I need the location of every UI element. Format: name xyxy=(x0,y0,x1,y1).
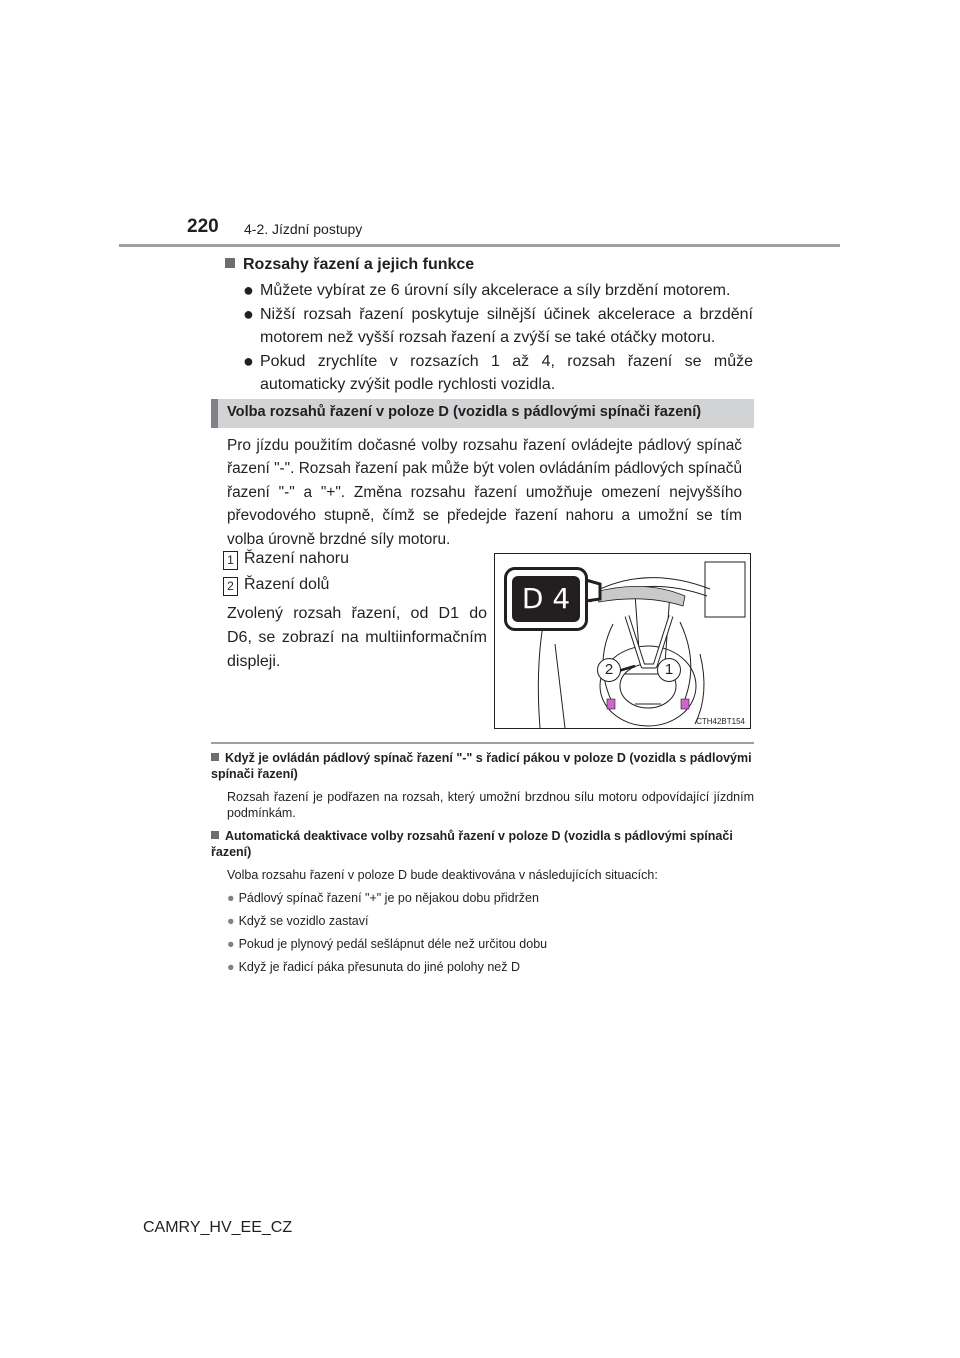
callout-number-1: 1 xyxy=(223,551,238,570)
bullet-dot-icon: ● xyxy=(227,914,235,928)
divider xyxy=(211,742,754,744)
callout-label-1: Řazení nahoru xyxy=(244,550,349,567)
note-bullet xyxy=(227,913,368,929)
bullet-text: Pokud zrychlíte v rozsazích 1 až 4, rozsah řazení se může automaticky zvýšit podle rychlosti vozidla. xyxy=(260,353,753,393)
note-bullet xyxy=(227,936,547,952)
display-readout: D 4 xyxy=(512,576,580,622)
bullet-dot-icon: ● xyxy=(227,960,235,974)
note-bullet xyxy=(227,890,539,906)
bullet-dot-icon: ● xyxy=(243,351,254,371)
note-heading-text: Když je ovládán pádlový spínač řazení "-" s řadicí pákou v poloze D (vozidla s pádlovými spínači řazení) xyxy=(211,751,752,781)
note-body: Volba rozsahu řazení v poloze D bude deaktivována v následujících situacích: xyxy=(227,868,658,882)
note-heading xyxy=(211,828,754,860)
bullet-item xyxy=(243,279,753,302)
footer-code: CAMRY_HV_EE_CZ xyxy=(143,1219,293,1236)
note-bullet-text: Pokud je plynový pedál sešlápnut déle než určitou dobu xyxy=(238,937,548,951)
bullet-dot-icon: ● xyxy=(243,280,254,300)
note-heading-text: Automatická deaktivace volby rozsahů řazení v poloze D (vozidla s pádlovými spínači řazení) xyxy=(211,829,733,859)
section-title xyxy=(225,256,474,274)
bullet-text: Můžete vybírat ze 6 úrovní síly akcelerace a síly brzdění motorem. xyxy=(260,282,731,299)
marker-2: 2 xyxy=(597,658,621,682)
figure-steering-wheel xyxy=(494,553,751,729)
square-bullet-icon xyxy=(225,258,235,268)
header-rule xyxy=(119,244,840,247)
square-bullet-icon xyxy=(211,831,219,839)
callout-number-2: 2 xyxy=(223,577,238,596)
banner-title: Volba rozsahů řazení v poloze D (vozidla s pádlovými spínači řazení) xyxy=(227,404,702,420)
display-callout xyxy=(504,567,588,631)
note-bullet-text: Když se vozidlo zastaví xyxy=(238,914,369,928)
bullet-dot-icon: ● xyxy=(227,891,235,905)
section-title-text: Rozsahy řazení a jejich funkce xyxy=(243,256,475,273)
section-label: 4-2. Jízdní postupy xyxy=(244,221,363,237)
figure-code: CTH42BT154 xyxy=(696,717,745,726)
note-bullet-text: Když je řadicí páka přesunuta do jiné polohy než D xyxy=(238,960,520,974)
banner-bar xyxy=(211,399,218,428)
intro-paragraph: Pro jízdu použitím dočasné volby rozsahu řazení ovládejte pádlový spínač řazení "-". Rozsah řazení pak může být volen ovládáním pádlových spínačů řazení "-" a "+". Změna rozsahu řazení umožňuje omezení nejvyššího převodového stupně, čímž se předejde řazení nahoru a umožní se tím volba úrovně brzdné síly motoru. xyxy=(227,437,742,548)
section-banner xyxy=(211,399,754,428)
bullet-text: Nižší rozsah řazení poskytuje silnější účinek akcelerace a brzdění motorem než vyšší rozsah řazení a zvýší se také otáčky motoru. xyxy=(260,306,753,346)
note-bullet xyxy=(227,959,520,975)
square-bullet-icon xyxy=(211,753,219,761)
bullet-dot-icon: ● xyxy=(243,304,254,324)
note-heading xyxy=(211,750,754,782)
bullet-item xyxy=(243,303,753,349)
note-body: Rozsah řazení je podřazen na rozsah, který umožní brzdnou sílu motoru odpovídající jízdním podmínkám. xyxy=(227,790,754,820)
note-bullet-text: Pádlový spínač řazení "+" je po nějakou dobu přidržen xyxy=(238,891,539,905)
page-number: 220 xyxy=(187,216,219,237)
callout-note: Zvolený rozsah řazení, od D1 do D6, se zobrazí na multiinformačním displeji. xyxy=(227,605,487,670)
callout-label-2: Řazení dolů xyxy=(244,576,330,593)
bullet-dot-icon: ● xyxy=(227,937,235,951)
bullet-item xyxy=(243,350,753,396)
marker-1: 1 xyxy=(657,658,681,682)
